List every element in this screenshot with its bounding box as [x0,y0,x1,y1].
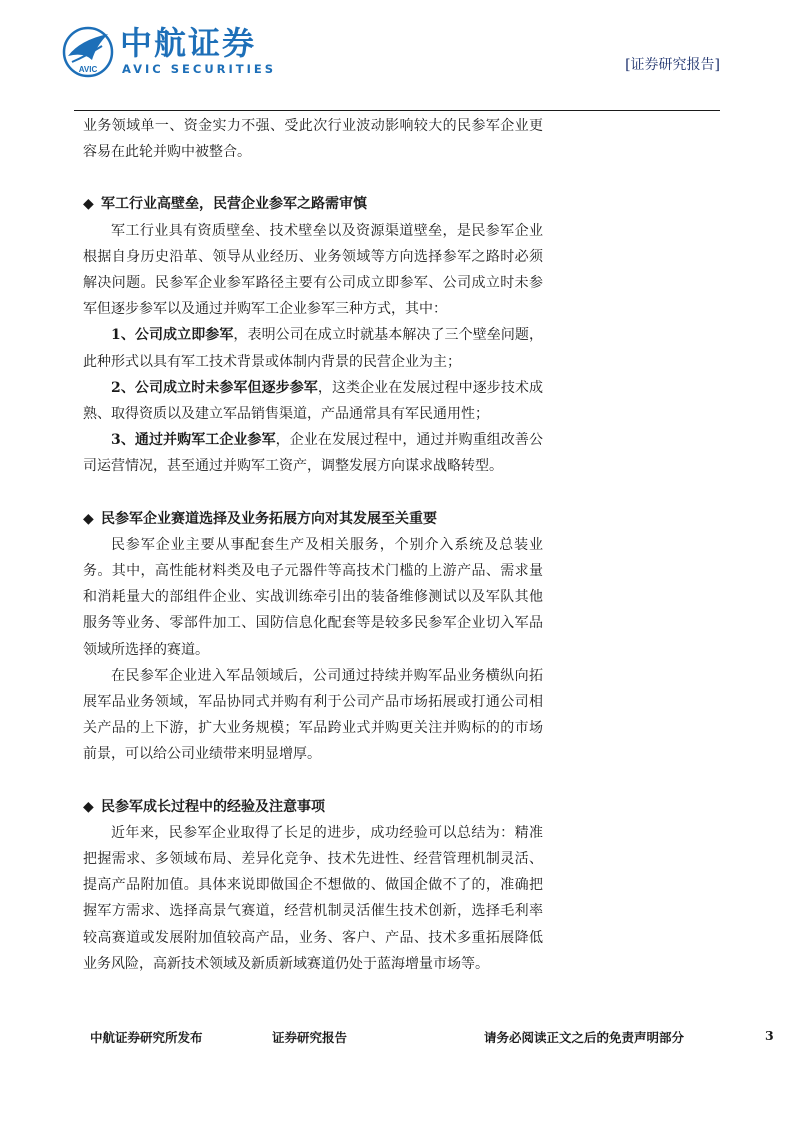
footer-disclaimer: 请务必阅读正文之后的免责声明部分 [484,1030,685,1045]
continued-paragraph: 业务领域单一、资金实力不强、受此次行业波动影响较大的民参军企业更容易在此轮并购中被整合。 [83,118,543,161]
list-item: 3、通过并购军工企业参军，企业在发展过程中，通过并购重组改善公司运营情况，甚至通过并购军工资产，调整发展方向谋求战略转型。 [83,432,543,475]
logo-badge: AVIC [78,65,98,74]
diamond-bullet-icon: ◆ [83,196,94,213]
list-item: 1、公司成立即参军，表明公司在成立时就基本解决了三个壁垒问题，此种形式以具有军工技术背景或体制内背景的民营企业为主； [83,327,543,370]
report-body [83,113,543,977]
section-heading-experience: ◆ 民参军成长过程中的经验及注意事项 [83,794,543,820]
diamond-bullet-icon: ◆ [83,798,94,815]
report-type-tag: [证券研究报告] [625,57,720,73]
footer-publisher: 中航证券研究所发布 [90,1030,203,1045]
section-heading-barriers: ◆ 军工行业高壁垒，民营企业参军之路需审慎 [83,191,543,217]
paragraph: 近年来，民参军企业取得了长足的进步，成功经验可以总结为：精准把握需求、多领域布局、差异化竞争、技术先进性、经营管理机制灵活、提高产品附加值。具体来说即做国企不想做的、做国企做不了的，准确把握军方需求、选择高景气赛道，经营机制灵活催生技术创新，选择毛利率较高赛道或发展附加值较高产品，业务、客户、产品、技术多重拓展降低业务风险，高新技术领域及新质新域赛道仍处于蓝海增量市场等。 [83,824,543,972]
paragraph: 军工行业具有资质壁垒、技术壁垒以及资源渠道壁垒，是民参军企业根据自身历史沿革、领导从业经历、业务领域等方向选择参军之路时必须解决问题。民参军企业参军路径主要有公司成立即参军、公司成立时未参军但逐步参军以及通过并购军工企业参军三种方式，其中： [83,222,543,318]
paragraph: 在民参军企业进入军品领域后，公司通过持续并购军品业务横纵向拓展军品业务领域，军品协同式并购有利于公司产品市场拓展或打通公司相关产品的上下游，扩大业务规模；军品跨业式并购更关注并购标的的市场前景，可以给公司业绩带来明显增厚。 [83,667,543,763]
page-number: 3 [765,1028,774,1043]
logo-english-name: AVIC SECURITIES [122,62,277,76]
spacer [83,480,543,506]
spacer [83,768,543,794]
list-item: 2、公司成立时未参军但逐步参军，这类企业在发展过程中逐步技术成熟、取得资质以及建立军品销售渠道，产品通常具有军民通用性； [83,379,543,423]
spacer [83,165,543,191]
paragraph: 民参军企业主要从事配套生产及相关服务，个别介入系统及总装业务。其中，高性能材料类及电子元器件等高技术门槛的上游产品、需求量和消耗量大的部组件企业、实战训练牵引出的装备维修测试以及军队其他服务等业务、零部件加工、国防信息化配套等是较多民参军企业切入军品领域所选择的赛道。 [83,536,543,658]
avic-emblem-icon [62,26,114,78]
diamond-bullet-icon: ◆ [83,510,94,527]
logo-chinese-name: 中航证券 [120,24,257,62]
footer-report-type: 证券研究报告 [272,1030,348,1045]
section-heading-track-selection: ◆ 民参军企业赛道选择及业务拓展方向对其发展至关重要 [83,506,543,532]
header-divider [74,110,720,111]
company-logo [62,24,282,80]
